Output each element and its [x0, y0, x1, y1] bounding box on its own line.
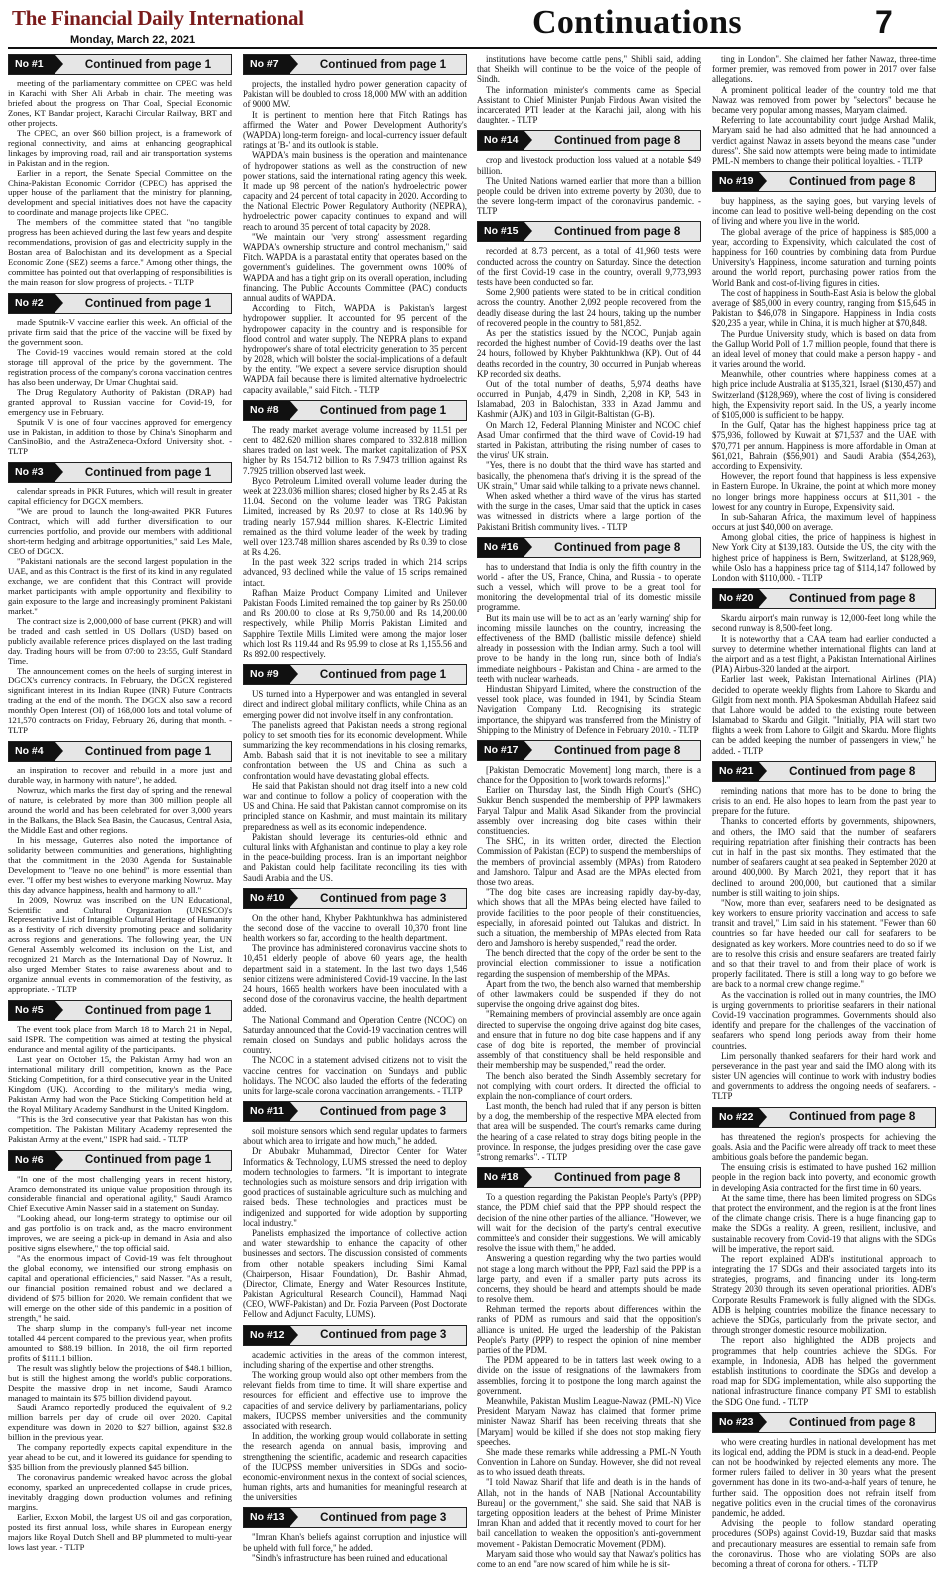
story-header [8, 1150, 232, 1171]
story-paragraph: In his message, Guterres also noted the importance of solidarity between communities and generations, highlighting that the commitment in the 2030 Agenda for Sustainable Development to "leave no one behind" is more essential than ever. "I offer my best wishes to everyone marking Nowruz. May this day advance happiness, health and harmony to all." [8, 834, 232, 895]
continued-from-label: Continued from page 8 [554, 540, 681, 554]
story-paragraph: Maryam said those who would say that Nawaz's politics has come to an end "are now scared of him while he is sit- [477, 1548, 701, 1569]
story-paragraph: To a question regarding the Pakistan People's Party's (PPP) stance, the PDM chief said that the PPP should respect the decision of the nine other parties of the alliance. "However, we will wait for the decision of the party's central executive committee's and consider their suggestions. We will amicably resolve the issue with them," he added. [477, 1192, 701, 1254]
story-paragraph: Referring to late accountability court judge Arshad Malik, Maryam said he had also admitted that he had announced a verdict against Nawaz in assets beyond the means case "under duress". She said now attempts were being made to intimidate PML-N members to change their political loyalties. - TLTP [712, 115, 936, 166]
story-paragraph: The report also highlighted the ADB projects and programmes that help countries achieve the SDGs. For example, in Indonesia, ADB has helped the government establish institutions to coordinate the SDGs and develop a road map for SDG implementation, while also supporting the national infrastructure finance company PT SMI to establish the SDG One fund. - TLTP [712, 1335, 936, 1407]
story [477, 130, 701, 216]
story-paragraph: "Yes, there is no doubt that the third wave has started and basically, the phenomena that's driving it is the spread of the UK strain," Umar said while talking to a private news channel. [477, 460, 701, 491]
story-paragraph: Meanwhile, Pakistan Muslim League-Nawaz (PML-N) Vice President Maryam Nawaz has claimed that former prime minister Nawaz Sharif has been receiving threats that she [Maryam] would be killed if she does not stop making fiery speeches. [477, 1395, 701, 1447]
story-paragraph: At the same time, there has been limited progress on SDGs that protect the environment, and the region is at the front lines of the climate change crisis. There is a huge financing gap to make the SDGs a reality. A green, resilient, inclusive, and sustainable recovery from Covid-19 that aligns with the SDGs will be imperative, the report said. [712, 1192, 936, 1254]
story [8, 1000, 232, 1144]
paper-name: The Financial Daily International [12, 6, 304, 30]
story-paragraph: Among global cities, the price of happiness is highest in New York City at $139,183. Outside the US, the city with the highest price of happiness is Bern, Switzerland, at $128,969, while Oslo has a happiness price tag of $114,147 followed by London with $110,000. - TLTP [712, 532, 936, 583]
story-header [712, 1412, 936, 1433]
story-paragraph: The cost of happiness in South-East Asia is below the global average of $85,000 in every country, ranging from $15,645 in Pakistan to $46,078 in Singapore. Happiness in India costs $20,235 a year, while in China, it is much higher at $70,848. [712, 287, 936, 329]
story-paragraph: "Pakistani nationals are the second largest population in the UAE, and as this Contract is the first of its kind in any regulated exchange, we are confident that this Contract will provide market participants with ample opportunity and flexibility to gain exposure to the large and increasingly prominent Pakistani market." [8, 556, 232, 616]
story [477, 1167, 701, 1569]
story-paragraph: The contract size is 2,000,000 of base current (PKR) and will be traded and cash settled in US Dollars (USD) based on publicly available reference prices displayed on the last trading day. Trading hours will be from 07:00 to 23:55, Gulf Standard Time. [8, 615, 232, 666]
story-paragraph: made Sputnik-V vaccine earlier this week. An official of the private firm said that the price of the vaccine will be fixed by the government soon. [8, 317, 232, 347]
story-header [477, 537, 701, 558]
story-header [8, 462, 232, 483]
continued-from-label: Continued from page 8 [789, 174, 916, 188]
story [8, 293, 232, 457]
masthead [0, 0, 945, 52]
story-header [712, 171, 936, 192]
story-paragraph: In addition, the working group would collaborate in setting the research agenda on annual basis, improving and strengthening the scientific, academic and research capacities of the IUCPSS member universities in SDGs and socio-economic-environment nexus in the context of social sciences, human rights, arts and humanities for meaningful research at the universities [243, 1431, 467, 1503]
story-number: No #19 [713, 172, 759, 191]
story-number: No #5 [9, 1001, 55, 1020]
story-paragraph: As the vaccination is rolled out in many countries, the IMO is urging governments to prioritise seafarers in their national Covid-19 vaccination programmes. Governments should also identify and prepare for the challenges of the vaccination of seafarers who spend long periods away from their home countries. [712, 989, 936, 1051]
story-number: No #23 [713, 1413, 759, 1432]
story-number: No #6 [9, 1151, 55, 1170]
story-paragraph: crop and livestock production loss valued at a notable $49 billion. [477, 155, 701, 176]
story-paragraph: The announcement comes on the heels of surging interest in DGCX's currency contracts. In February, the DGCX registered significant interest in its Indian Rupee (INR) Future Contracts trading at the end of the month. The DGCX also saw a record monthly Open Interest (OI) of 168,000 lots and total volume of 121,570 contracts on Friday, February 26, during that month. - TLTP [8, 665, 232, 736]
story-header [243, 1507, 467, 1528]
story-paragraph: Nowruz, which marks the first day of spring and the renewal of nature, is celebrated by more than 300 million people all around the world and has been celebrated for over 3,000 years in the Balkans, the Black Sea Basin, the Caucasus, Central Asia, the Middle East and other regions. [8, 785, 232, 835]
story-paragraph: Earlier, Exxon Mobil, the largest US oil and gas corporation, posted its first annual loss, while shares in European energy majors like Royal Dutch Shell and BP plummeted to multi-year lows last year. - TLTP [8, 1511, 232, 1552]
story-paragraph: She made these remarks while addressing a PML-N Youth Convention in Lahore on Sunday. However, she did not reveal as to who issued death threats. [477, 1446, 701, 1478]
story-paragraph: A prominent political leader of the country told me that Nawaz was removed from power by "selectors" because he became very popular among masses, Maryam claimed. [712, 84, 936, 115]
story-paragraph: has to understand that India is only the fifth country in the world - after the US, France, China, and Russia - to operate such a vessel, which will prove to be a great tool for monitoring the developmental trial of its domestic missile programme. [477, 561, 701, 613]
story-paragraph: "We maintain our 'very strong' assessment regarding WAPDA's ownership structure and control mechanism," said Fitch. WAPDA is a parastatal entity that operates based on the government's guidelines. The government owns 100% of WAPDA and has a tight grip on its overall operation, including financing. The Public Accounts Committee (PAC) conducts annual audits of WAPDA. [243, 231, 467, 303]
story-paragraph: Apart from the two, the bench also warned that membership of other lawmakers could be suspended if they do not supervise the ongoing drive against dog bites. [477, 978, 701, 1010]
continued-from-label: Continued from page 1 [84, 745, 212, 759]
story [712, 54, 936, 166]
continued-from-label: Continued from page 8 [554, 1171, 681, 1185]
story-header [8, 741, 232, 762]
story-header [243, 54, 467, 75]
story-paragraph: Earlier on Thursday last, the Sindh High Court's (SHC) Sukkur Bench suspended the membership of PPP lawmakers Faryal Talpur and Malik Asad Sikander from the provincial assembly over increasing dog bite cases within their constituencies. [477, 785, 701, 836]
story-paragraph: projects, the installed hydro power generation capacity of Pakistan will be doubled to cross 18,000 MW with an addition of 9000 MW. [243, 79, 467, 110]
continued-from-label: Continued from page 3 [320, 891, 447, 905]
story-paragraph: academic activities in the areas of the common interest, including sharing of the expertise and other strengths. [243, 1349, 467, 1370]
story [477, 221, 701, 531]
story-header [243, 1101, 467, 1122]
story-paragraph: Rafhan Maize Product Company Limited and Unilever Pakistan Foods Limited remained the top gainer by Rs 250.00 and Rs 200.00 to close at Rs 9,750.00 and Rs 14,200.00 respectively, while Philip Morris Pakistan Limited and Sapphire Textile Mills Limited were among the major loser which lost Rs 119.44 and Rs 95.99 to close at Rs 1,155.56 and Rs 892.00 respectively. [243, 587, 467, 659]
story-header [8, 1000, 232, 1021]
story-paragraph: The CPEC, an over $60 billion project, is a framework of regional connectivity, and aims at enhancing geographical linkages by improving road, rail and air transportation systems in Pakistan and in the region. [8, 127, 232, 168]
story-paragraph: The sharp slump in the company's full-year net income totalled 44 percent compared to the previous year, when profits amounted to $88.19 billion. In 2018, the oil firm reported profits of $111.1 billion. [8, 1322, 232, 1363]
story-paragraph: The SHC, in its written order, directed the Election Commission of Pakistan (ECP) to suspend the memberships of the members of provincial assembly (MPAs) from Ratodero and Jamshoro. Talpur and Asad are the MPAs elected from those two areas. [477, 836, 701, 887]
story-paragraph: According to Fitch, WAPDA is Pakistan's largest hydropower supplier. It accounted for 95 percent of the hydropower capacity in the country and is responsible for flood control and water supply. The NEPRA plans to expand hydropower's share of total electricity generation to 35 percent by 2028, which will bolster the social-implications of a default by the entity. "We expect a severe service disruption should WAPDA fail because there is limited alternative hydroelectric capacity available," said Fitch. - TLTP [243, 303, 467, 395]
story-paragraph: who were creating hurdles in national development has met its logical end, adding the PDM is stuck in a dead-end. People can not be hoodwinked by rejected elements any more. The former rulers failed to deliver in 30 years what the present government has done in its two-and-a-half years of tenure, he further said. The opposition does not refrain itself from negative politics even in the crucial times of the coronavirus pandemic, he added. [712, 1436, 936, 1518]
continued-from-label: Continued from page 1 [84, 466, 212, 480]
story-paragraph: The PDM appeared to be in tatters last week owing to a divide on the issue of resignations of the lawmakers from assemblies, forcing it to postpone the long march against the government. [477, 1355, 701, 1396]
story-paragraph: In sub-Saharan Africa, the maximum level of happiness occurs at just $40,000 on average. [712, 511, 936, 533]
story-paragraph: On March 12, Federal Planning Minister and NCOC chief Asad Umar confirmed that the third wave of Covid-19 had started in Pakistan, attributing the rising number of cases to the virus' UK strain. [477, 419, 701, 461]
story-number: No #15 [478, 222, 524, 241]
continued-from-label: Continued from page 3 [319, 1104, 447, 1118]
story-number: No #2 [9, 294, 55, 313]
story-paragraph: The members of the committee stated that "no tangible progress has been achieved during the last few years and despite recommendations, provision of gas and electricity supply in the Bostan area of Balochistan and its development as a Special Economic Zone (SEZ) seems a farce." Among other things, the committee has pointed out that overlapping of responsibilities is the main reason for slow progress of projects. - TLTP [8, 217, 232, 288]
story-paragraph: It is noteworthy that a CAA team had earlier conducted a survey to determine whether international flights can land at the airport and as a test flight, a Pakistan International Airlines (PIA) Airbus-320 landed at the airport. [712, 633, 936, 675]
continued-from-label: Continued from page 8 [789, 764, 916, 778]
story-number: No #13 [244, 1508, 290, 1527]
story-header [243, 400, 467, 421]
continued-from-label: Continued from page 8 [789, 1415, 916, 1429]
story-number: No #4 [9, 742, 55, 761]
story-number: No #22 [713, 1108, 759, 1127]
story-paragraph: The ensuing crisis is estimated to have pushed 162 million people in the region back into poverty, and economic growth in developing Asia contracted for the first time in 60 years. [712, 1162, 936, 1193]
story [712, 1412, 936, 1569]
story-paragraph: The NCOC in a statement advised citizens not to visit the vaccine centres for vaccination on Sundays and public holidays. The NCOC also lauded the efforts of the federating units for large-scale corona vaccination arrangements. - TLTP [243, 1055, 467, 1096]
story [243, 1101, 467, 1320]
story-paragraph: soil moisture sensors which send regular updates to farmers about which area to irrigate and how much," he added. [243, 1126, 467, 1147]
continued-from-label: Continued from page 8 [554, 134, 681, 148]
story-header [477, 740, 701, 761]
story [712, 588, 936, 756]
story-paragraph: an inspiration to recover and rebuild in a more just and durable way, in harmony with nature", he added. [8, 765, 232, 786]
story-number: No #12 [244, 1326, 290, 1345]
story [243, 54, 467, 395]
story-number: No #10 [244, 889, 290, 908]
story-paragraph: On the other hand, Khyber Pakhtunkhwa has administered the second dose of the vaccine to overall 10,370 front line health workers so far, according to the health department. [243, 912, 467, 944]
story [712, 1107, 936, 1407]
story-paragraph: "Sindh's infrastructure has been ruined and educational [252, 1552, 448, 1563]
story-paragraph: Advising the people to follow standard operating procedures (SOPs) against Covid-19, Buzdar said that masks and precautionary measures are essential to remain safe from the coronavirus. Those who are violating SOPs are also becoming a threat of corona for others. - TLTP [712, 1518, 936, 1569]
story-paragraph: The result was slightly below the projections of $48.1 billion, but is still the highest among the world's public corporations. Despite the massive drop in net income, Saudi Aramco managed to maintain its $75 billion dividend payout. [8, 1362, 232, 1403]
story-paragraph: The working group would also opt other members from the relevant fields from time to time. It will share expertise and resources for efficient and effective use to improve the capacities of and service delivery by parliamentarians, policy makers, IUCPSS member universities and the community associated with research. [243, 1370, 467, 1431]
story [243, 400, 467, 659]
story [243, 888, 467, 1096]
story-paragraph: institutions have become cattle pens," Shibli said, adding that Sheikh will continue to be the voice of the people of Sindh. [477, 54, 701, 85]
story-paragraph: He said that Pakistan should not drag itself into a new cold war and continue to follow a policy of cooperation with the US and China. He said that Pakistan cannot compromise on its principled stance on Kashmir, and must maintain its military preparedness as well as its economic independence. [243, 780, 467, 832]
continued-from-label: Continued from page 8 [554, 225, 681, 239]
story-paragraph: The province has administered coronavirus vaccine shots to 10,451 elderly people of above 60 years age, the health department said in a statement. In the last two days 1,546 senior citizens were administered Covid-19 vaccine. In the last 24 hours, 1665 health workers have been inoculated with a second dose of the coronavirus vaccine, the health department added. [243, 943, 467, 1015]
story-paragraph: Byco Petroleum Limited overall volume leader during the week at 223.036 million shares; closed higher by Rs 2.45 at Rs 11.04. Second on the volume leader was TRG Pakistan Limited, increased by Rs 20.97 to close at Rs 140.96 by trading nearly 157.944 million shares. K-Electric Limited remained as the third volume leader of the week by trading well over 123.748 million shares ascended by Rs 0.39 to close at Rs 4.26. [243, 475, 467, 558]
issue-date: Monday, March 22, 2021 [70, 34, 196, 46]
story-paragraph: The coronavirus pandemic wreaked havoc across the global economy, sparked an unprecedented collapse in crude prices, inevitably dragging down production volumes and refining margins. [8, 1472, 232, 1512]
story-number: No #16 [478, 538, 524, 557]
continued-from-label: Continued from page 1 [84, 57, 212, 71]
story-number: No #1 [9, 55, 55, 74]
story-number: No #18 [478, 1168, 524, 1187]
story-paragraph: Saudi Aramco reportedly produced the equivalent of 9.2 million barrels per day of crude oil over 2020. Capital expenditure was down in 2020 to $27 billion, against $32.8 billion in the previous year. [8, 1402, 232, 1443]
story-number: No #8 [244, 401, 290, 420]
masthead-rule [8, 47, 937, 49]
story-paragraph: Thanks to concerted efforts by governments, shipowners, and others, the IMO said that the number of seafarers requiring repatriation after finishing their contracts has been cut in half in the past six months. They estimated that the number of seafarers caught at sea peaked in September 2020 at around 400,000. By March 2021, they report that it has declined to around 200,000, but cautioned that a similar number is still waiting to join ships. [712, 816, 936, 898]
section-title: Continuations [532, 4, 742, 41]
story-header [712, 588, 936, 609]
story-paragraph: The Drug Regulatory Authority of Pakistan (DRAP) had granted approval to Russian vaccine for Covid-19, for emergency use in February. [8, 386, 232, 417]
story-number: No #17 [478, 741, 524, 760]
story-header [8, 293, 232, 314]
story-paragraph: buy happiness, as the saying goes, but varying levels of income can lead to positive well-being depending on the cost of living and where you live in the world. [712, 196, 936, 227]
story-header [243, 888, 467, 909]
story-paragraph: calendar spreads in PKR Futures, which will result in greater capital efficiency for DGCX members. [8, 486, 232, 507]
story [8, 741, 232, 995]
story-paragraph: In the Gulf, Qatar has the highest happiness price tag at $75,936, followed by Kuwait at $71,537 and the UAE with $70,771 per annum. Happiness is more affordable in Oman at $61,021, Bahrain ($56,901) and Saudi Arabia ($54,263), according to Expensivity. [712, 420, 936, 471]
story-paragraph: Rehman termed the reports about differences within the ranks of PDM as rumours and said that the opposition's alliance is united. He urged the leadership of the Pakistan People's Party (PPP) to respect the opinion of nine member parties of the PDM. [477, 1304, 701, 1355]
story-paragraph: The information minister's comments came as Special Assistant to Chief Minister Punjab Firdous Awan visited the incarcerated PTI leader at the Karachi jail, along with his daughter. - TLTP [477, 84, 701, 126]
continued-from-label: Continued from page 8 [554, 743, 681, 757]
story [712, 761, 936, 1102]
story-paragraph: Earlier last week, Pakistan International Airlines (PIA) decided to operate weekly flights from Lahore to Skardu and Gilgit from next month. PIA Spokesman Abdullah Hafeez said that Lahore would be added to the existing route between Islamabad to Skardu and Gilgit. "Initially, PIA will start two flights a week from Lahore to Gilgit and Skardu. More flights can be added keeping the number of passengers in view," he added. - TLTP [712, 674, 936, 756]
story [477, 54, 701, 125]
story-paragraph: However, the report found that happiness is less expensive in Eastern Europe. In Ukraine, the point at which more money no longer brings more happiness occurs at $11,301 - the lowest for any country in Europe, Expensivity said. [712, 471, 936, 512]
story-paragraph: "As the enormous impact of Covid-19 was felt throughout the global economy, we intensified our strong emphasis on capital and operational efficiencies," said Nasser. "As a result, our financial position remained robust and we declared a dividend of $75 billion for 2020. We remain confident that we will emerge on the other side of this pandemic in a position of strength," he said. [8, 1253, 232, 1323]
continued-from-label: Continued from page 3 [320, 1328, 447, 1342]
story-paragraph: recorded at 8.73 percent, as a total of 41,960 tests were conducted across the country on Saturday. Since the detection of the first Covid-19 case in the country, overall 9,773,993 tests have been conducted so far. [477, 246, 701, 287]
continued-from-label: Continued from page 8 [789, 592, 916, 606]
story-paragraph: Last month, the bench had ruled that if any person is bitten by a dog, the membership of the respective MPA elected from that area will be suspended. The court's remarks came during the hearing of a case related to stray dogs biting people in the province. In response, the judges presiding over the case gave "strong remarks". - TLTP [477, 1101, 701, 1162]
continued-from-label: Continued from page 1 [84, 1153, 212, 1167]
story-paragraph: "The dog bite cases are increasing rapidly day-by-day, which shows that all the MPAs being elected have failed to provide facilities to the poor people of their constituencies, especially, in aforesaid pointed out Talukas and district. In such a situation, the membership of MPAs elected from Rata dero and Jamshoro is hereby suspended," read the order. [477, 887, 701, 949]
story-number: No #14 [478, 131, 524, 150]
story-header [243, 1325, 467, 1346]
continued-from-label: Continued from page 1 [319, 667, 447, 681]
story [243, 1325, 467, 1503]
story-paragraph: Sputnik V is one of four vaccines approved for emergency use in Pakistan, in addition to those by China's Sinopharm and CanSinoBio, and the AstraZeneca-Oxford University shot. - TLTP [8, 416, 232, 457]
story-paragraph: "I told Nawaz Sharif that life and death is in the hands of Allah, not in the hands of NAB [National Accountability Bureau] or the government," she said. She said that NAB is targeting opposition leaders at the behest of Prime Minister Imran Khan and added that it recently moved to court for her bail cancellation to weaken the opposition's anti-government movement - Pakistan Democratic Movement (PDM). [477, 1477, 701, 1549]
story-paragraph: Pakistan should leverage its centuries-old ethnic and cultural links with Afghanistan and continue to play a key role in the peace-building process. Iran is an important neighbor and Pakistan could help facilitate reconciling its ties with Saudi Arabia and the US. [243, 831, 467, 883]
story-paragraph: Meanwhile, other countries where happiness comes at a high price include Australia at $135,321, Israel ($130,457) and Switzerland ($128,969), where the cost of living is considered high, the Expensivity report said. In the US, a yearly income of $105,000 is sufficient to be happy. [712, 369, 936, 420]
story-paragraph: Dr Abubakr Muhammad, Director Center for Water Informatics & Technology, LUMS stressed the need to deploy modern technologies to farmers. "It is important to integrate technologies such as moisture sensors and drip irrigation with good practices of sustainable agriculture such as mulching and raised beds. These technologies and practices must be indigenized and supported for wide adoption by supporting local industry." [243, 1146, 467, 1228]
story-paragraph: The panelists agreed that Pakistan needs a strong regional policy to set smooth ties for its economic development. While summarizing the key recommendations in his closing remarks, Amb. Babash said that it is not inevitable to see a military confrontation between the US and China as such a confrontation would have devastating global effects. [243, 719, 467, 781]
story-paragraph: "Remaining members of provincial assembly are once again directed to supervise the ongoing drive against dog bite cases, and ensure that in future no dog bite case happens and if any case of dog bite is reported, the member of provincial assembly of that constituency shall be held responsible and their membership may be suspended," read the order. [477, 1009, 701, 1071]
story-paragraph: The global average of the price of happiness is $85,000 a year, according to Expensivity, which calculated the cost of happiness for 160 countries by combining data from Purdue University's Happiness, income saturation and turning points around the world report, purchasing power ratios from the World Bank and cost-of-living figures in cities. [712, 226, 936, 288]
story-header [243, 664, 467, 685]
continued-from-label: Continued from page 1 [84, 1003, 212, 1017]
story-paragraph: The report explained ADB's institutional approach to integrating the 17 SDGs and their associated targets into its strategies, programs, and financing under its long-term Strategy 2030 through its seven operational priorities. ADB's Corporate Results Framework is fully aligned with the SDGs. ADB is helping countries mobilize the finance necessary to achieve the SDGs, particularly from the private sector, and through stronger domestic resource mobilization. [712, 1253, 936, 1336]
story-paragraph: "In one of the most challenging years in recent history, Aramco demonstrated its unique value proposition through its considerable financial and operational agility," Saudi Aramco Chief Executive Amin Nasser said in a statement on Sunday. [8, 1173, 232, 1214]
story-number: No #3 [9, 463, 55, 482]
story-paragraph: Earlier in a report, the Senate Special Committee on the China-Pakistan Economic Corridor (CPEC) has apprised the upper house of the parliament that the ministry for planning, development and special initiatives does not have the capacity to coordinate and manage projects like CPEC. [8, 167, 232, 218]
story-paragraph: The United Nations warned earlier that more than a billion people could be driven into extreme poverty by 2030, due to the severe long-term impact of the coronavirus pandemic. - TLTP [477, 175, 701, 217]
story-paragraph: The bench also berated the Sindh Assembly secretary for not complying with court orders. It directed the official to explain the non-compliance of court orders. [477, 1070, 701, 1101]
story [477, 740, 701, 1162]
continued-from-label: Continued from page 3 [320, 1511, 447, 1525]
story-header [712, 1107, 936, 1128]
story-paragraph: "We are proud to launch the long-awaited PKR Futures Contract, which will add further diversification to our currencies portfolio, and provide our members with additional short-term hedging and arbitrage opportunities," said Les Male, CEO of DGCX. [8, 506, 232, 557]
story-paragraph: It is pertinent to mention here that Fitch Ratings has affirmed the Water and Power Development Authority's (WAPDA) long-term foreign- and local-currency issuer default ratings at 'B-' and its outlook is stable. [243, 109, 467, 151]
story-paragraph: As per the statistics issued by the NCOC, Punjab again recorded the highest number of Covid-19 deaths over the last 24 hours, followed by Khyber Pakhtunkhwa (KP). Out of 44 deaths recorded in the country, 30 occurred in Punjab whereas KP recorded six deaths. [477, 327, 701, 379]
story-paragraph: In the past week 322 scrips traded in which 214 scrips advanced, 93 declined while the value of 15 scrips remained intact. [243, 557, 467, 588]
story-paragraph: The bench directed that the copy of the order be sent to the provincial election commissioner to issue a notification regarding the suspension of membership of the MPAs. [477, 948, 701, 979]
story-paragraph: Some 2,900 patients were stated to be in critical condition across the country. Another 2,092 people recovered from the deadly disease during the last 24 hours, taking up the number of recovered people in the country to 581,852. [477, 287, 701, 328]
story-paragraph: The Covid-19 vaccines would remain stored at the cold storage till approval of the price by the government. The registration process of the company's corona vaccination centres has also been underway, Dr Umar Chughtai said. [8, 346, 232, 387]
story [477, 537, 701, 735]
story [8, 54, 232, 288]
story-paragraph: Out of the total number of deaths, 5,974 deaths have occurred in Punjab, 4,479 in Sindh, 2,208 in KP, 543 in Islamabad, 203 in Balochistan, 333 in Azad Jammu and Kashmir (AJK) and 103 in Gilgit-Baltistan (G-B). [477, 378, 701, 420]
story-paragraph: [Pakistan Democratic Movement] long march, there is a chance for the Opposition to [work towards reforms]." [477, 764, 701, 786]
story-paragraph: The company reportedly expects capital expenditure in the year ahead to be cut, and it lowered its guidance for spending to $35 billion from the previously planned $45 billion. [8, 1442, 232, 1473]
story-paragraph: When asked whether a third wave of the virus has started with the surge in the cases, Umar said that the uptick in cases was witnessed in districts where a large portion of the Pakistani British community lives. - TLTP [477, 490, 701, 532]
continued-from-label: Continued from page 1 [84, 296, 212, 310]
story-number: No #21 [713, 762, 759, 781]
story-number: No #11 [244, 1102, 290, 1121]
story [8, 1150, 232, 1553]
story-paragraph: Skardu airport's main runway is 12,000-feet long while the second runway is 8,500-feet long. [712, 613, 936, 634]
story-paragraph: Answering a question regarding why the two parties would not stage a long march without the PPP, Fazl said the PPP is a large party, and even if a smaller party puts across its concerns, they should be heard and attempts should be made to resolve them. [477, 1253, 701, 1305]
story-paragraph: "Looking ahead, our long-term strategy to optimise our oil and gas portfolio is on track and, as the macro environment improves, we are seeing a pick-up in demand in Asia and also positive signs elsewhere," the top official said. [8, 1213, 232, 1254]
story-paragraph: reminding nations that more has to be done to bring the crisis to an end. He also hopes to learn from the past year to prepare for the future. [712, 785, 936, 817]
story-paragraph: The event took place from March 18 to March 21 in Nepal, said ISPR. The competition was aimed at testing the physical endurance and mental agility of the participants. [8, 1024, 232, 1055]
story-paragraph: meeting of the parliamentary committee on CPEC was held in Karachi with Sher Ali Arbab in chair. The meeting was briefed about the progress on Thar Coal, Special Economic Zones, KT Bandar project, Karachi Circular Railway, BRT and other projects. [8, 78, 232, 128]
story [712, 171, 936, 583]
story-header [8, 54, 232, 75]
story [243, 664, 467, 883]
story-paragraph: ting in London". She claimed her father Nawaz, three-time former premier, was removed from power in 2017 over false allegations. [712, 54, 936, 85]
story-paragraph: The National Command and Operation Centre (NCOC) on Saturday announced that the Covid-19 vaccination centres will remain closed on Sundays and public holidays across the country. [243, 1014, 467, 1056]
page-number: 7 [875, 4, 893, 40]
story-paragraph: US turned into a Hyperpower and was entangled in several direct and indirect global military conflicts, while China as an emerging power did not involve itself in any confrontation. [243, 689, 467, 720]
story-paragraph: But its main use will be to act as an 'early warning' ship for incoming missile launches on the country, increasing the effectiveness of the BMD (ballistic missile defence) shield already in possession with the Indian army. Such a tool will prove to be handy in the long run, since both of India's immediate neighbours - Pakistan and China - are armed to the teeth with nuclear warheads. [477, 612, 701, 684]
story-paragraph: Hindustan Shipyard Limited, where the construction of the vessel took place, was founded in 1941, by Scindia Steam Navigation Company Ltd. Recognising its strategic importance, the shipyard was transferred from the Ministry of Shipping to the Ministry of Defence in February 2010. - TLTP [477, 683, 701, 735]
column-2 [243, 54, 467, 1580]
story-paragraph: The ready market average volume increased by 11.51 per cent to 482.620 million shares compared to 332.818 million shares traded on last week. The market capitalization of PSX higher by Rs 154.712 billion to Rs 7.9473 trillion against Rs 7.7925 trillion observed last week. [243, 424, 467, 476]
continued-from-label: Continued from page 1 [319, 403, 447, 417]
story-header [477, 221, 701, 242]
story-number: No #9 [244, 665, 290, 684]
story-paragraph: has threatened the region's prospects for achieving the goals. Asia and the Pacific were already off track to meet these ambitious goals before the pandemic began. [712, 1131, 936, 1162]
column-3 [477, 54, 701, 1580]
story [243, 1507, 467, 1563]
column-4 [712, 54, 936, 1580]
continued-from-label: Continued from page 1 [319, 57, 447, 71]
story-paragraph: "Imran Khan's beliefs against corruption and injustice will be upheld with full force," he added. [243, 1532, 467, 1553]
story-paragraph: Last year on October 15, the Pakistan Army had won an international military drill competition, known as the Pace Sticking Competition, for a third consecutive year in the United Kingdom (UK). According to the military's media wing, Pakistan Army had won the Pace Sticking Competition held at the Royal Military Academy Sandhurst in the United Kingdom. [8, 1053, 232, 1114]
story-paragraph: WAPDA's main business is the operation and maintenance of hydropower stations as well as the construction of new power stations, said the international rating agency this week. It made up 98 percent of the nation's hydroelectric power capacity and 24 percent of total capacity in 2020. According to the National Electric Power Regulatory Authority (NEPRA), hydroelectric power capacity continues to expand and will reach to around 35 percent of total capacity by 2028. [243, 150, 467, 232]
story-paragraph: In 2009, Nowruz was inscribed on the UN Educational, Scientific and Cultural Organization (UNESCO)'s Representative List of Intangible Cultural Heritage of Humanity as a festivity of rich diversity promoting peace and solidarity across regions and generations. The following year, the UN General Assembly welcomed its inclusion on the List, and recognized 21 March as the International Day of Nowruz. It also urged Member States to raise awareness about and to organize annual events in commemoration of the festivity, as appropriate. - TLTP [8, 894, 232, 995]
story-paragraph: Lim personally thanked seafarers for their hard work and perseverance in the past year and said the IMO along with its sister UN agencies will continue to work with industry bodies and governments to address the ongoing needs of seafarers. - TLTP [712, 1050, 936, 1102]
story-header [477, 1167, 701, 1188]
story [8, 462, 232, 736]
story-paragraph: The Purdue University study, which is based on data from the Gallup World Poll of 1.7 million people, found that there is an ideal level of money that could make a person happy - and it varies around the world. [712, 328, 936, 370]
story-header [477, 130, 701, 151]
story-paragraph: "This is the 3rd consecutive year that Pakistan has won this competition. The Pakistan Military Academy represented the Pakistan Army at the event," ISPR had said. - TLTP [8, 1113, 232, 1144]
continued-from-label: Continued from page 8 [789, 1110, 916, 1124]
story-paragraph: Panelists emphasized the importance of collective action and water stewardship to enhance the capacity of other businesses and sectors. The discussion consisted of comments from other notable speakers including Simi Kamal (Chairperson, Hisaar Foundation), Dr. Bashir Ahmad, (Director, Climate, Energy and Water Resources Institute, Pakistan Agricultural Research Council), Hammad Naqi (CEO, WWF-Pakistan) and Dr. Fozia Parveen (Post Doctorate Fellow and Adjunct Faculty, LUMS). [243, 1227, 467, 1320]
story-number: No #20 [713, 589, 759, 608]
story-header [712, 761, 936, 782]
column-1 [8, 54, 232, 1580]
story-number: No #7 [244, 55, 290, 74]
story-paragraph: "Now, more than ever, seafarers need to be designated as key workers to ensure priority vaccination and access to safe transit and travel," Lim said in his statement. "Fewer than 60 countries so far have heeded our call for seafarers to be designated as key workers. More countries need to do so if we are to resolve this crisis and ensure seafarers are treated fairly and so that their travel to and from their place of work is properly facilitated. There is still a long way to go before we are back to a normal crew change regime." [712, 897, 936, 990]
